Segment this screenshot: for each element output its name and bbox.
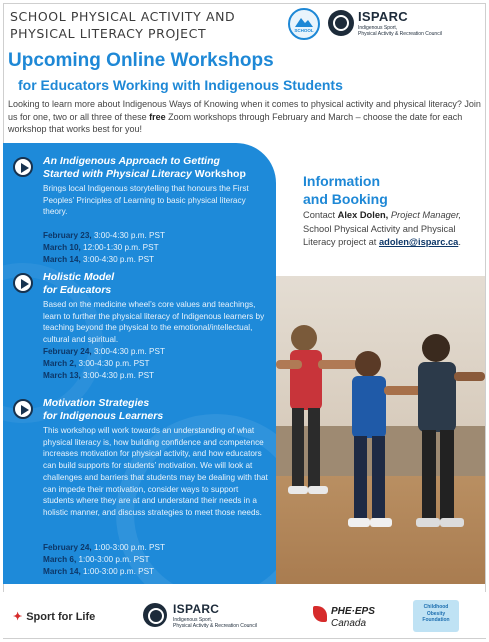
page-subtitle: for Educators Working with Indigenous Students	[18, 77, 343, 93]
workshop-3-dates	[43, 542, 268, 577]
isparc-logo-subtitle-2: Physical Activity & Recreation Council	[358, 31, 442, 37]
school-project-logo	[288, 8, 320, 40]
phe-logo-line-2: Canada	[331, 618, 367, 629]
isparc-logo-subtitle-2: Physical Activity & Recreation Council	[173, 623, 257, 629]
contact-email-link[interactable]: adolen@isparc.ca	[378, 237, 459, 247]
workshop-2-title	[43, 271, 114, 297]
date-row: February 23, 3:00-4:30 p.m. PST	[43, 231, 165, 240]
leaf-icon	[313, 606, 327, 622]
phe-logo-line-1: PHE·EPS	[331, 606, 375, 617]
mountain-icon	[295, 16, 313, 27]
workshops-panel	[3, 143, 276, 584]
info-heading	[303, 172, 388, 208]
workshop-3-description: This workshop will work towards an understanding of what physical literacy is, how building confidence and competence increases motivation for physical activity, and how educators can build supports for students’ motivation. We will look at challenges and barriers that students may be dealing with that can impede their motivation, consider ways to support students where they are at and understand their needs in a holistic manner, and discuss strategies to meet those needs.	[43, 426, 268, 517]
workshop-1-title	[43, 155, 246, 181]
page-title: Upcoming Online Workshops	[8, 50, 274, 71]
intro-paragraph	[8, 98, 482, 136]
workshop-3-title-line-1: Motivation Strategies	[43, 397, 150, 409]
isparc-logo-subtitle-1: Indigenous Sport,	[358, 25, 398, 31]
date-row: March 6, 1:00-3:00 p.m. PST	[43, 554, 150, 564]
workshop-3-title-line-2: for Indigenous Learners	[43, 410, 164, 422]
footer-logos	[3, 592, 486, 638]
isparc-logo-icon	[328, 10, 354, 36]
date-row: March 13, 3:00-4:30 p.m. PST	[43, 370, 155, 380]
date-row: February 24, 3:00-4:30 p.m. PST	[43, 347, 165, 356]
workshop-1-title-line-2: Started with Physical Literacy	[43, 168, 192, 180]
isparc-logo-name: ISPARC	[173, 602, 220, 616]
project-title	[10, 8, 285, 42]
workshop-2-dates	[43, 346, 268, 381]
play-icon	[13, 399, 33, 419]
date-row: March 10, 12:00-1:30 p.m. PST	[43, 242, 159, 252]
project-title-line-1: SCHOOL PHYSICAL ACTIVITY AND	[10, 9, 236, 24]
date-row: March 14, 3:00-4:30 p.m. PST	[43, 254, 155, 264]
date-row: March 14, 1:00-3:00 p.m. PST	[43, 566, 155, 576]
date-row: March 2, 3:00-4:30 p.m. PST	[43, 358, 150, 368]
info-contact-text: Contact Alex Dolen, Project Manager, School Physical Activity and Physical Literacy project at adolen@isparc.ca.	[303, 210, 462, 247]
students-illustration	[276, 276, 485, 584]
sport-for-life-logo: ✦ Sport for Life	[13, 611, 96, 623]
info-heading-line-2: and Booking	[303, 191, 388, 207]
workshop-1-description: Brings local Indigenous storytelling that honours the First Peoples’ Principles of Learning to basic physical literacy theory.	[43, 184, 249, 217]
intro-free: free	[149, 111, 166, 122]
header	[10, 8, 480, 44]
play-icon	[13, 157, 33, 177]
students-photo	[276, 276, 485, 584]
intro-text-2: Zoom workshops through February and March – choose the date for each workshop that works best for you!	[8, 111, 463, 134]
intro-text-1: Looking to learn more about Indigenous Ways of Knowing when it comes to physical activity and physical literacy? Join us for one, two or all three of these	[8, 99, 481, 122]
phe-canada-logo	[313, 606, 393, 632]
isparc-logo-subtitle-1: Indigenous Sport,	[173, 617, 213, 623]
workshop-1-title-suffix: Workshop	[191, 168, 246, 180]
workshop-2-title-line-2: for Educators	[43, 284, 112, 296]
isparc-footer-logo	[143, 600, 283, 634]
project-title-line-2: PHYSICAL LITERACY PROJECT	[10, 26, 207, 41]
info-heading-line-1: Information	[303, 173, 380, 189]
date-row: February 24, 1:00-3:00 p.m. PST	[43, 543, 165, 552]
play-icon	[13, 273, 33, 293]
childhood-obesity-foundation-logo: Childhood Obesity Foundation	[413, 600, 459, 632]
isparc-header-logo	[328, 8, 478, 40]
workshop-1-title-line-1: An Indigenous Approach to Getting	[43, 155, 220, 167]
workshop-1-dates	[43, 230, 268, 265]
workshop-2-title-line-1: Holistic Model	[43, 271, 115, 283]
school-logo-text: SCHOOL	[294, 28, 314, 33]
maple-leaf-icon: ✦	[13, 611, 23, 623]
contact-name: Alex Dolen,	[337, 210, 389, 220]
isparc-logo-icon	[143, 603, 167, 627]
workshop-2-description: Based on the medicine wheel’s core values and teachings, learn to further the physical literacy of Indigenous learners by teaching beyond the physical to the emotional/intellectual, cultural and spiritual.	[43, 300, 265, 345]
isparc-logo-name: ISPARC	[358, 9, 408, 24]
workshop-3-title	[43, 397, 163, 423]
